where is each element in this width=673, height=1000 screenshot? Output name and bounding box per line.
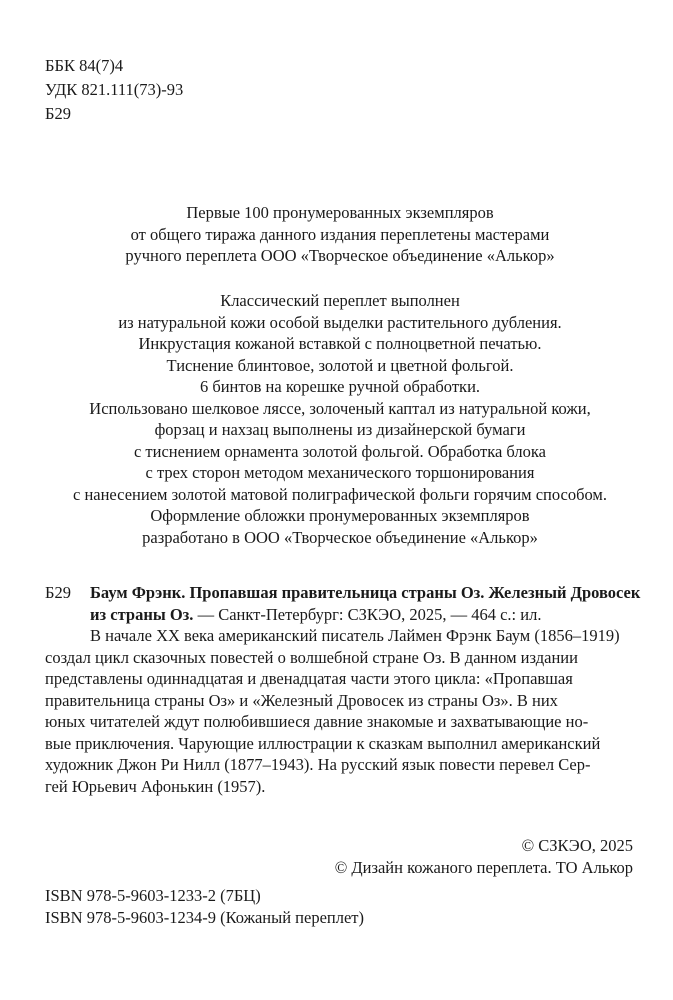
binding-line: Инкрустация кожаной вставкой с полноцветной печатью. <box>138 334 542 353</box>
udk-index: УДК 821.111(73)-93 <box>45 80 184 99</box>
isbn-line: ISBN 978-5-9603-1233-2 (7БЦ) <box>45 886 261 905</box>
binding-line: с тиснением орнамента золотой фольгой. Обработка блока <box>133 441 546 461</box>
book-title-end: из страны Оз. <box>90 604 194 624</box>
binding-line: Использовано шелковое ляссе, золоченый каптал из натуральной кожи, <box>89 398 591 418</box>
binding-line: с трех сторон методом механического торшонирования <box>145 463 535 482</box>
limited-edition-line: от общего тиража данного издания переплетены мастерами <box>130 224 550 244</box>
copyright-line: © Дизайн кожаного переплета. ТО Алькор <box>334 858 633 877</box>
binding-line: из натуральной кожи особой выделки растительного дубления. <box>118 312 562 332</box>
annotation-line: создал цикл сказочных повестей о волшебной стране Оз. В данном издании <box>45 647 578 667</box>
binding-line: Классический переплет выполнен <box>220 291 460 310</box>
annotation-line: представлены одиннадцатая и двенадцатая части этого цикла: «Пропавшая <box>45 669 573 688</box>
imprint: — Санкт-Петербург: СЗКЭО, 2025, — 464 с.: ил. <box>193 604 542 624</box>
binding-line: форзац и нахзац выполнены из дизайнерской бумаги <box>154 420 526 439</box>
isbn-block <box>45 885 364 929</box>
book-title: Баум Фрэнк. Пропавшая правительница страны Оз. Железный Дровосек <box>90 583 641 602</box>
isbn-line: ISBN 978-5-9603-1234-9 (Кожаный переплет) <box>45 908 365 927</box>
annotation-line: В начале XX века американский писатель Лаймен Фрэнк Баум (1856–1919) <box>90 626 620 645</box>
copyright-line: © СЗКЭО, 2025 <box>521 836 633 855</box>
copyright-block <box>335 835 633 879</box>
annotation-line: гей Юрьевич Афонькин (1957). <box>45 776 266 796</box>
binding-line: разработано в ООО «Творческое объединение «Алькор» <box>142 527 538 547</box>
bibliographic-imprint-line <box>45 604 635 626</box>
binding-line: Тиснение блинтовое, золотой и цветной фольгой. <box>166 355 514 375</box>
bibliographic-record <box>45 582 641 797</box>
binding-line: с нанесением золотой матовой полиграфической фольги горячим способом. <box>73 484 607 504</box>
bibliographic-code: Б29 <box>45 583 71 602</box>
classification-block <box>45 54 183 126</box>
author-mark: Б29 <box>45 104 71 123</box>
bibliographic-title-line <box>45 582 641 604</box>
annotation-line: художник Джон Ри Нилл (1877–1943). На русский язык повести перевел Сер- <box>45 755 591 774</box>
binding-line: 6 бинтов на корешке ручной обработки. <box>199 377 481 396</box>
limited-edition-line: Первые 100 пронумерованных экземпляров <box>186 203 494 222</box>
binding-details <box>40 290 640 548</box>
limited-edition-note <box>40 202 640 267</box>
binding-line: Оформление обложки пронумерованных экземпляров <box>150 506 530 525</box>
annotation-line: правительница страны Оз» и «Железный Дровосек из страны Оз». В них <box>45 690 558 710</box>
annotation-line: юных читателей ждут полюбившиеся давние знакомые и захватывающие но- <box>45 712 589 731</box>
annotation-line: вые приключения. Чарующие иллюстрации к сказкам выполнил американский <box>45 733 601 753</box>
bbk-index: ББК 84(7)4 <box>45 56 124 75</box>
limited-edition-line: ручного переплета ООО «Творческое объединение «Алькор» <box>125 246 555 265</box>
